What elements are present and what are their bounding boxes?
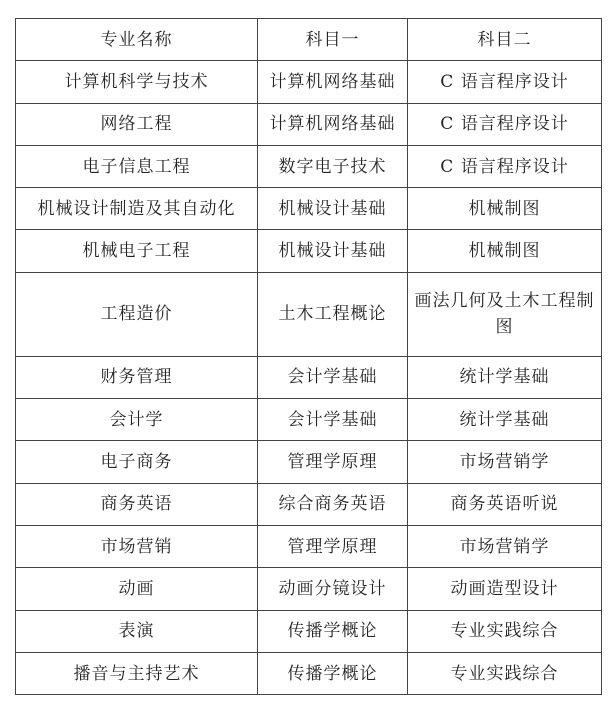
header-subject-1: 科目一 bbox=[258, 19, 408, 61]
cell-major: 电子信息工程 bbox=[16, 145, 258, 187]
cell-major: 机械电子工程 bbox=[16, 230, 258, 272]
cell-major: 工程造价 bbox=[16, 272, 258, 356]
table-row bbox=[16, 525, 602, 567]
cell-subject-1: 机械设计基础 bbox=[258, 188, 408, 230]
table-row bbox=[16, 483, 602, 525]
table-row bbox=[16, 568, 602, 610]
cell-subject-2: 统计学基础 bbox=[408, 399, 602, 441]
table-row bbox=[16, 272, 602, 356]
cell-subject-2: 机械制图 bbox=[408, 188, 602, 230]
cell-subject-1: 土木工程概论 bbox=[258, 272, 408, 356]
table-row bbox=[16, 145, 602, 187]
table-row bbox=[16, 188, 602, 230]
cell-major: 网络工程 bbox=[16, 103, 258, 145]
cell-subject-2: 画法几何及土木工程制图 bbox=[408, 272, 602, 356]
cell-subject-1: 计算机网络基础 bbox=[258, 103, 408, 145]
table-row bbox=[16, 103, 602, 145]
cell-major: 市场营销 bbox=[16, 525, 258, 567]
table-row bbox=[16, 230, 602, 272]
cell-major: 表演 bbox=[16, 610, 258, 652]
table-row bbox=[16, 441, 602, 483]
cell-subject-1: 管理学原理 bbox=[258, 441, 408, 483]
table-body bbox=[16, 61, 602, 695]
cell-subject-2: C 语言程序设计 bbox=[408, 103, 602, 145]
cell-major: 电子商务 bbox=[16, 441, 258, 483]
cell-subject-2: C 语言程序设计 bbox=[408, 145, 602, 187]
cell-subject-1: 管理学原理 bbox=[258, 525, 408, 567]
cell-subject-1: 机械设计基础 bbox=[258, 230, 408, 272]
cell-subject-1: 传播学概论 bbox=[258, 652, 408, 694]
cell-subject-2: 专业实践综合 bbox=[408, 652, 602, 694]
cell-subject-1: 综合商务英语 bbox=[258, 483, 408, 525]
subjects-table bbox=[15, 18, 602, 695]
table-row bbox=[16, 652, 602, 694]
cell-subject-2: 市场营销学 bbox=[408, 525, 602, 567]
cell-subject-1: 数字电子技术 bbox=[258, 145, 408, 187]
table-row bbox=[16, 61, 602, 103]
cell-subject-2: 动画造型设计 bbox=[408, 568, 602, 610]
table-row bbox=[16, 399, 602, 441]
cell-major: 动画 bbox=[16, 568, 258, 610]
cell-major: 财务管理 bbox=[16, 356, 258, 398]
cell-subject-2: 专业实践综合 bbox=[408, 610, 602, 652]
cell-subject-2: C 语言程序设计 bbox=[408, 61, 602, 103]
cell-subject-1: 会计学基础 bbox=[258, 356, 408, 398]
table-row bbox=[16, 610, 602, 652]
table-row bbox=[16, 356, 602, 398]
cell-subject-1: 会计学基础 bbox=[258, 399, 408, 441]
cell-subject-1: 计算机网络基础 bbox=[258, 61, 408, 103]
cell-major: 计算机科学与技术 bbox=[16, 61, 258, 103]
header-major: 专业名称 bbox=[16, 19, 258, 61]
header-row bbox=[16, 19, 602, 61]
header-subject-2: 科目二 bbox=[408, 19, 602, 61]
cell-major: 商务英语 bbox=[16, 483, 258, 525]
cell-subject-2: 商务英语听说 bbox=[408, 483, 602, 525]
cell-subject-2: 市场营销学 bbox=[408, 441, 602, 483]
cell-subject-1: 动画分镜设计 bbox=[258, 568, 408, 610]
cell-major: 机械设计制造及其自动化 bbox=[16, 188, 258, 230]
cell-major: 会计学 bbox=[16, 399, 258, 441]
cell-subject-2: 机械制图 bbox=[408, 230, 602, 272]
cell-subject-2: 统计学基础 bbox=[408, 356, 602, 398]
cell-major: 播音与主持艺术 bbox=[16, 652, 258, 694]
cell-subject-1: 传播学概论 bbox=[258, 610, 408, 652]
